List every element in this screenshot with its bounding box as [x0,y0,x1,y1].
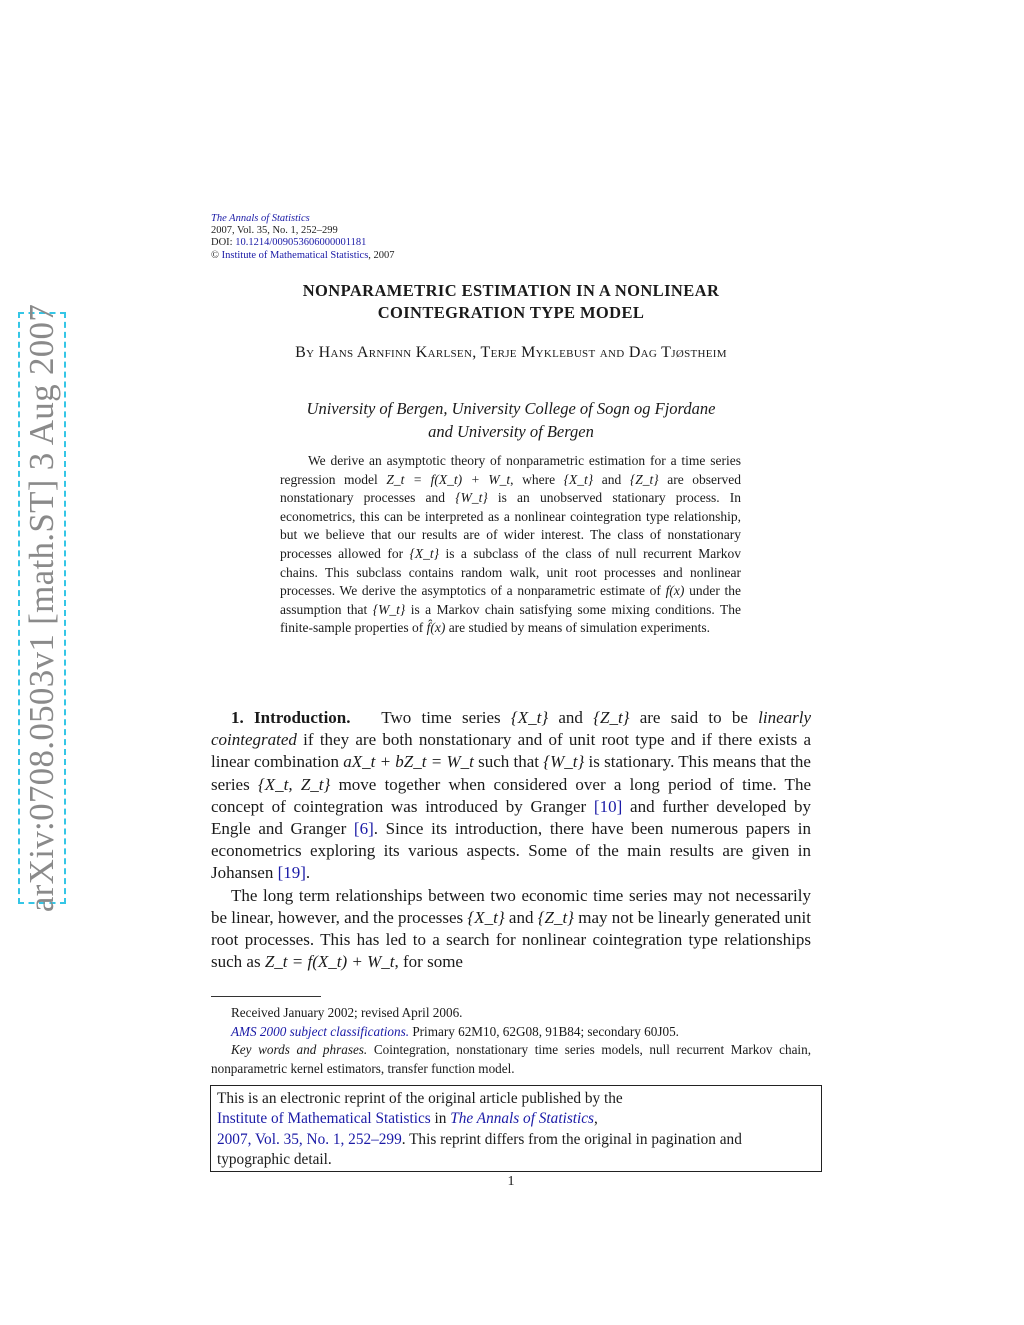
citation-link-19[interactable]: [19] [277,863,306,883]
abstract-text: under the assumption that [280,583,741,617]
abstract-text: are observed nonstationary processes and [280,471,741,506]
reprint-notice-box [210,1085,822,1172]
copyright-year: , 2007 [368,249,395,261]
abstract-math: f̂(x) [426,620,446,636]
affiliation-line-1: University of Bergen, University College of Sogn og Fjordane [306,399,716,418]
abstract-math: {Z_t} [629,471,659,487]
reprint-text: . This reprint differs from the original in pagination and typographic detail. [217,1130,742,1169]
body-text: are said to be [629,708,759,727]
body-text: move together when considered over a long period of time. The concept of cointegration was introduced by Granger [211,774,811,816]
body-math: {X_t} [467,907,505,927]
abstract-text: is a subclass of the class of null recurrent Markov chains. This subclass contains random walk, unit root processes and nonlinear processes. We derive the asymptotics of a nonparametric estimate of [280,545,741,599]
body-math: {X_t} [510,708,549,727]
defined-term: linearly cointegrated [211,708,812,750]
body-text: and [548,708,594,727]
reprint-citation-link[interactable]: 2007, Vol. 35, No. 1, 252–299 [217,1130,402,1148]
abstract-math: {W_t} [372,601,406,617]
page-number: 1 [507,1174,515,1189]
body-math: Z_t = f(X_t) + W_t [264,952,395,972]
title-line-2: COINTEGRATION TYPE MODEL [377,303,645,322]
abstract-text: We derive an asymptotic theory of nonparametric estimation for a time series regression model [280,453,741,487]
journal-name-link[interactable]: The Annals of Statistics [211,213,310,224]
abstract-math: {X_t} [409,545,440,561]
reprint-line-2 [217,1109,815,1129]
intro-paragraph-2 [211,885,811,974]
abstract [280,452,741,638]
abstract-text: are studied by means of simulation experiments. [445,620,710,636]
affiliation [211,397,811,443]
body-math: {Z_t} [537,907,574,927]
journal-header [211,213,395,262]
abstract-math: {W_t} [455,490,488,506]
ams-text: Primary 62M10, 62G08, 91B84; secondary 60J05. [409,1023,679,1039]
affiliation-line-2: and University of Bergen [428,422,594,441]
authors: By Hans Arnfinn Karlsen, Terje Myklebust and Dag Tjøstheim [295,344,727,361]
reprint-publisher-link[interactable]: Institute of Mathematical Statistics [217,1110,431,1128]
body-math: {Z_t} [593,708,630,727]
publisher-link[interactable]: Institute of Mathematical Statistics [221,249,369,261]
reprint-line-1: This is an electronic reprint of the original article published by the [217,1090,623,1107]
title-line-1: NONPARAMETRIC ESTIMATION IN A NONLINEAR [302,281,720,300]
body-text: may not be linearly generated unit root processes. This has led to a search for nonlinear cointegration type relationships such as [211,907,811,972]
abstract-text: and [593,471,630,487]
abstract-math: Z_t = f(X_t) + W_t [386,471,511,487]
abstract-math: {X_t} [563,471,594,487]
body-text: such that [473,752,544,772]
body-text: and further developed by Engle and Granger [211,796,811,839]
reprint-text: , [594,1110,598,1128]
body-text: if they are both nonstationary and of unit root type and if there exists a linear combination [211,730,811,772]
journal-volume: 2007, Vol. 35, No. 1, 252–299 [211,225,338,237]
body-text: . Since its introduction, there have been numerous papers in econometrics exploring its various aspects. Some of the main results are given in Johansen [211,819,811,883]
introduction-section [211,707,811,973]
doi-link[interactable]: 10.1214/009053606000001181 [235,237,367,249]
citation-link-6[interactable]: [6] [353,819,374,839]
copyright-symbol: © [211,249,219,261]
footnote-rule [211,996,321,997]
footnotes [211,1004,811,1078]
body-text: is stationary. This means that the series [211,752,811,794]
abstract-text: is a Markov chain satisfying some mixing conditions. The finite-sample properties of [280,601,741,636]
body-math: {W_t} [543,752,585,772]
arxiv-stamp[interactable]: arXiv:0708.0503v1 [math.ST] 3 Aug 2007 [22,303,61,913]
body-text: . [305,863,311,883]
keywords-note [211,1041,811,1078]
citation-link-10[interactable]: [10] [593,796,623,816]
body-text: , for some [394,952,463,972]
doi-prefix: DOI: [211,237,233,249]
reprint-text: in [430,1110,451,1128]
reprint-line-3 [217,1130,815,1171]
body-text: The long term relationships between two economic time series may not necessarily be linear, however, and the processes [211,885,811,927]
reprint-journal-link[interactable]: The Annals of Statistics [450,1110,595,1128]
abstract-text: , where [510,471,564,487]
ams-note [211,1023,811,1042]
intro-paragraph-1 [211,707,811,885]
journal-doi-line [211,237,395,249]
keywords-label: Key words and phrases. [231,1042,368,1057]
abstract-math: f(x) [665,583,685,599]
paper-title [211,280,811,324]
journal-copyright-line [211,250,395,262]
abstract-text: is an unobserved stationary process. In econometrics, this can be interpreted as a nonlinear cointegration type relationship, but we believe that our results are of wider interest. The class of nonstationary processes allowed for [280,490,741,561]
body-text: and [504,907,538,927]
body-math: {X_t, Z_t} [257,774,331,794]
arxiv-stamp-box [18,303,66,913]
section-heading: 1. Introduction. [231,708,351,727]
ams-classification-link[interactable]: AMS 2000 subject classifications. [231,1023,410,1039]
keywords-text: Cointegration, nonstationary time series models, null recurrent Markov chain, nonparametric kernel estimators, transfer function model. [211,1042,811,1076]
received-note: Received January 2002; revised April 2006. [231,1005,463,1020]
body-text: Two time series [381,708,511,727]
body-math: aX_t + bZ_t = W_t [343,752,474,772]
